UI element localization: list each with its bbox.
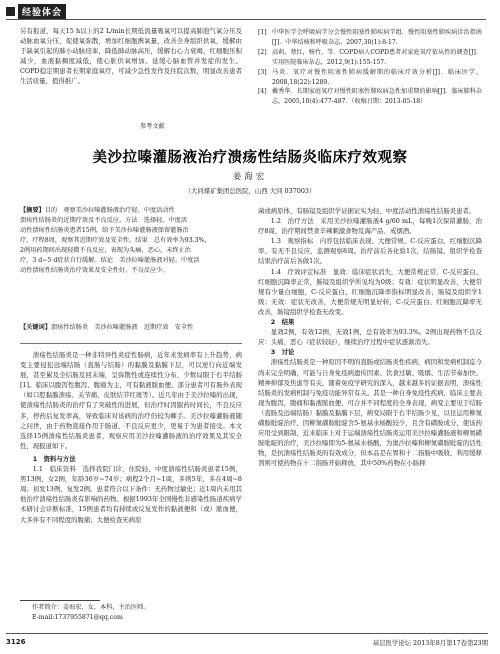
- article-title: 美沙拉嗪灌肠液治疗溃疡性结肠炎临床疗效观察: [92, 150, 408, 166]
- reference-item: [1] 中华医学会呼吸病学分会慢性阻塞性肺疾病学组．慢性阻塞性肺疾病诊治指南[J]．中华结核和呼吸杂志，2007,30(1):8-17.: [258, 29, 482, 46]
- section-heading: 2 结果: [270, 318, 295, 327]
- previous-article-text: [20, 26, 242, 87]
- footnote-rule: [20, 600, 100, 601]
- body-paragraph: 1.4 疗效评定标准 显效：临床症状消失，大便常规正常，C-反应蛋白、红细胞沉降率正常，肠镜及组织学所见均为0级；有效：症状明显改善，大便常规有少量白细胞，C-反应蛋白、红细胞沉降率指标明显改善，肠镜及组织学1级；无效：症状无改善，大便常规无明显好转，C-反应蛋白、红细胞沉降率无改善，肠镜组织学检查无改变。: [258, 267, 482, 316]
- clinical-data-paragraph: 1.1 临床资料 选择我院门诊，住院轻、中度溃疡性结肠炎患者15例，男13例，女2例，年龄36岁~74岁；病程2个月~1周，多则5年，多在4周~8周；初发13例，复发2例。患者符合以下条件：无药物过敏史；近1周内未用其他治疗溃疡性结肠炎有影响的药物。根据1993年全国慢性非感染性肠道疾病学术研讨会诊断标准，15例患者均有持续或反复发作的黏液便和（或）脓血便，大多伴有不同程度的腹痛；大便检查无病原: [20, 465, 242, 524]
- article-author: 姜海宏: [232, 172, 268, 182]
- page-number: 3126: [6, 638, 26, 646]
- body-paragraph: 1.2 治疗方法 采用美沙拉嗪灌肠液4 g/60 mL，每晚1次保留灌肠，治疗8周，治疗期间禁食辛辣刺激食物及海产品、戒烟酒。: [258, 217, 482, 236]
- reference-item: [4] 戴秀华．长期家庭氧疗对慢性阻塞性肺疾病急性加重期的影响[J]．临床肺科杂志，2005,10(4):477-487．（收稿日期：2013-05-18）: [258, 88, 482, 106]
- footnote-author: 作者简介：姜海宏，女，本科，主治医师。: [32, 604, 150, 611]
- reference-item: [3] 马炎．氧疗对慢性阻塞性肺病缓解期的临床疗效分析[J]．临床医学，2008,18(22):1289.: [258, 68, 482, 86]
- abstract-label: 【摘要】: [20, 207, 45, 214]
- page-footer: [6, 633, 488, 650]
- body-right-column: [258, 206, 482, 468]
- intro-paragraph: 溃疡性结肠炎是一种非特异性炎症性肠病，近年来发病率有上升趋势，病变主要侵犯远端结肠（直肠与结肠）的黏膜及黏膜下层，可以逆行向近端发展，甚至累及全结肠及回末端，呈弥散性或连续性分布，少数局限于右半结肠[1]。临床以腹泻性腹泻、腹痛为主，可有黏液脓血便，部分患者可有肠外表现（如口腔黏膜溃疡、关节痛、皮肤结节红斑等）。近几年由于美沙拉嗪的出现，使溃疡性结肠炎的治疗有了突破性的进展，但治疗时因服药时间长，不良反应多，停药后复发率高，导致临床对该病的治疗仍较为棘手。美沙拉嗪灌肠液随之问世，由于药物直接作用于肠道，不良反应更少，更易于为患者接受。本文选择15例溃疡性结肠炎患者，观察应用美沙拉嗪灌肠液的治疗效果及其安全性，现报道如下。: [20, 351, 242, 450]
- abstract-divider: [20, 343, 242, 344]
- section-heading: 1 资料与方法: [32, 454, 76, 463]
- body-left-column: [20, 350, 242, 525]
- header-square-icon: [6, 7, 15, 16]
- body-paragraph: 1.3 观察指标 内容包括临床表现、大便常规、C-反应蛋白、红细胞沉降率、有无不良反应，监测观察8周。治疗前后各化验1次，结肠镜、组织学检查结果治疗前后各做1次。: [258, 237, 482, 266]
- section-header: [6, 3, 66, 19]
- keywords: 【关键词】溃疡性结肠炎 美沙拉嗪灌肠液 近期疗效 安全性: [20, 324, 194, 331]
- results-paragraph: 显效2例，有效12例，无效1例，总有效率为93.3%。2例出现药物不良反应：头痛、恶心（症状较轻），继续治疗过程中症状逐渐消失。: [258, 328, 482, 347]
- keywords-label: 【关键词】: [20, 324, 51, 331]
- abstract: 【摘要】目的 观察美沙拉嗪灌肠液治疗轻、中度活动性 溃疡性结肠炎的近期疗效及不良反应。方法 选择轻、中度活 动性溃疡性结肠炎患者15例，给予美沙拉嗪灌肠液保留灌肠治 疗，疗程8周，观察其近期疗效及安全性。结果 总有效率为93.3%， 2例用药期间出现轻微不良反应，表现为头痛、恶心，未终止治 疗，3 d~5 d症状自行缓解。结论 美沙拉嗪灌肠液对轻、中度活 动性溃疡性结肠炎治疗效果及安全性好，不良反应少。: [20, 207, 211, 274]
- body-paragraph: 菌或病原体，有肠镜及组织学证据证实为轻、中度活动性溃疡性结肠炎患者。: [258, 207, 476, 215]
- section-tag: 经验体会: [18, 4, 66, 19]
- previous-article-paragraph: 另有报道，每天15 h以上的2 L/min长期低流量吸氧可以提高肺泡气氧分压及动脉血氧分压，促使氧弥散，增加红细胞携氧量，改善全身组织供氧，缓解由于缺氧引起的肺小动脉痉挛，降低肺动脉高压，缓解右心力衰竭，红细胞压积减少，血液黏稠度减低，使心脏供氧增加。延缓心脑血管并发症的发生。COPD稳定期患者长期家庭氧疗，可减少急性发作及住院次数，明显改善患者生活质量，值得推广。: [20, 27, 242, 86]
- footnote-email: E-mail:1737955871@qq.com: [32, 614, 123, 621]
- journal-info: 基层医学论坛 2013年8月第17卷第23期: [372, 638, 488, 647]
- author-footnote: [32, 603, 150, 623]
- reference-item: [2] 高莉，蔡红，杨竹，等．COPD病人COPD患者对家庭氧疗依从性的调查[J]．实用医院临床杂志，2012,9(1):155-157.: [258, 48, 482, 66]
- section-heading: 3 讨论: [270, 348, 295, 357]
- references-heading: 参考文献: [140, 123, 165, 130]
- discussion-paragraph: 溃疡性结肠炎是一种原因不明的直肠或结肠炎性疾病，病因和发病机制迄今尚未完全明确，可能与自身免疫病遗传因素、饮食过敏、吸烟、生活节奏加快、精神抑郁及焦虑等有关，随着免疫学研究的深入，越来越多的证据表明，溃疡性结肠炎的发病机制与免疫功能异常有关。其是一种自身免疫性疾病，临床主要表现为腹泻，腹痛和黏液脓血便，可合并不同程度的全身表现，病变主要见于结肠（直肠及远端结肠）黏膜及黏膜下层，病变局限于右半结肠少见，以往运用柳氮磺胺吡啶治疗，因柳氮磺胺吡啶含5-氨基水杨酸较少，且含有磺胺成分，使该药应用受到限制，近来临床上对于运端溃疡性结肠炎运用美沙拉嗪灌肠液和柳氮磺胺吡啶的治疗，美沙拉嗪即为5-氨基水杨酸，为奥沙拉嗪和柳氮磺胺吡啶的活性物，是抗溃疡性结肠炎的有效成分，但本品是在胃和十二指肠中吸收，利用缓释剂则可使药物在十二指肠开始释放，其中50%药物在小肠释: [258, 358, 482, 468]
- header-rule: [6, 19, 486, 20]
- article-affiliation: （大同煤矿集团总医院，山西 大同 037003）: [184, 187, 316, 195]
- reference-list: [258, 28, 482, 107]
